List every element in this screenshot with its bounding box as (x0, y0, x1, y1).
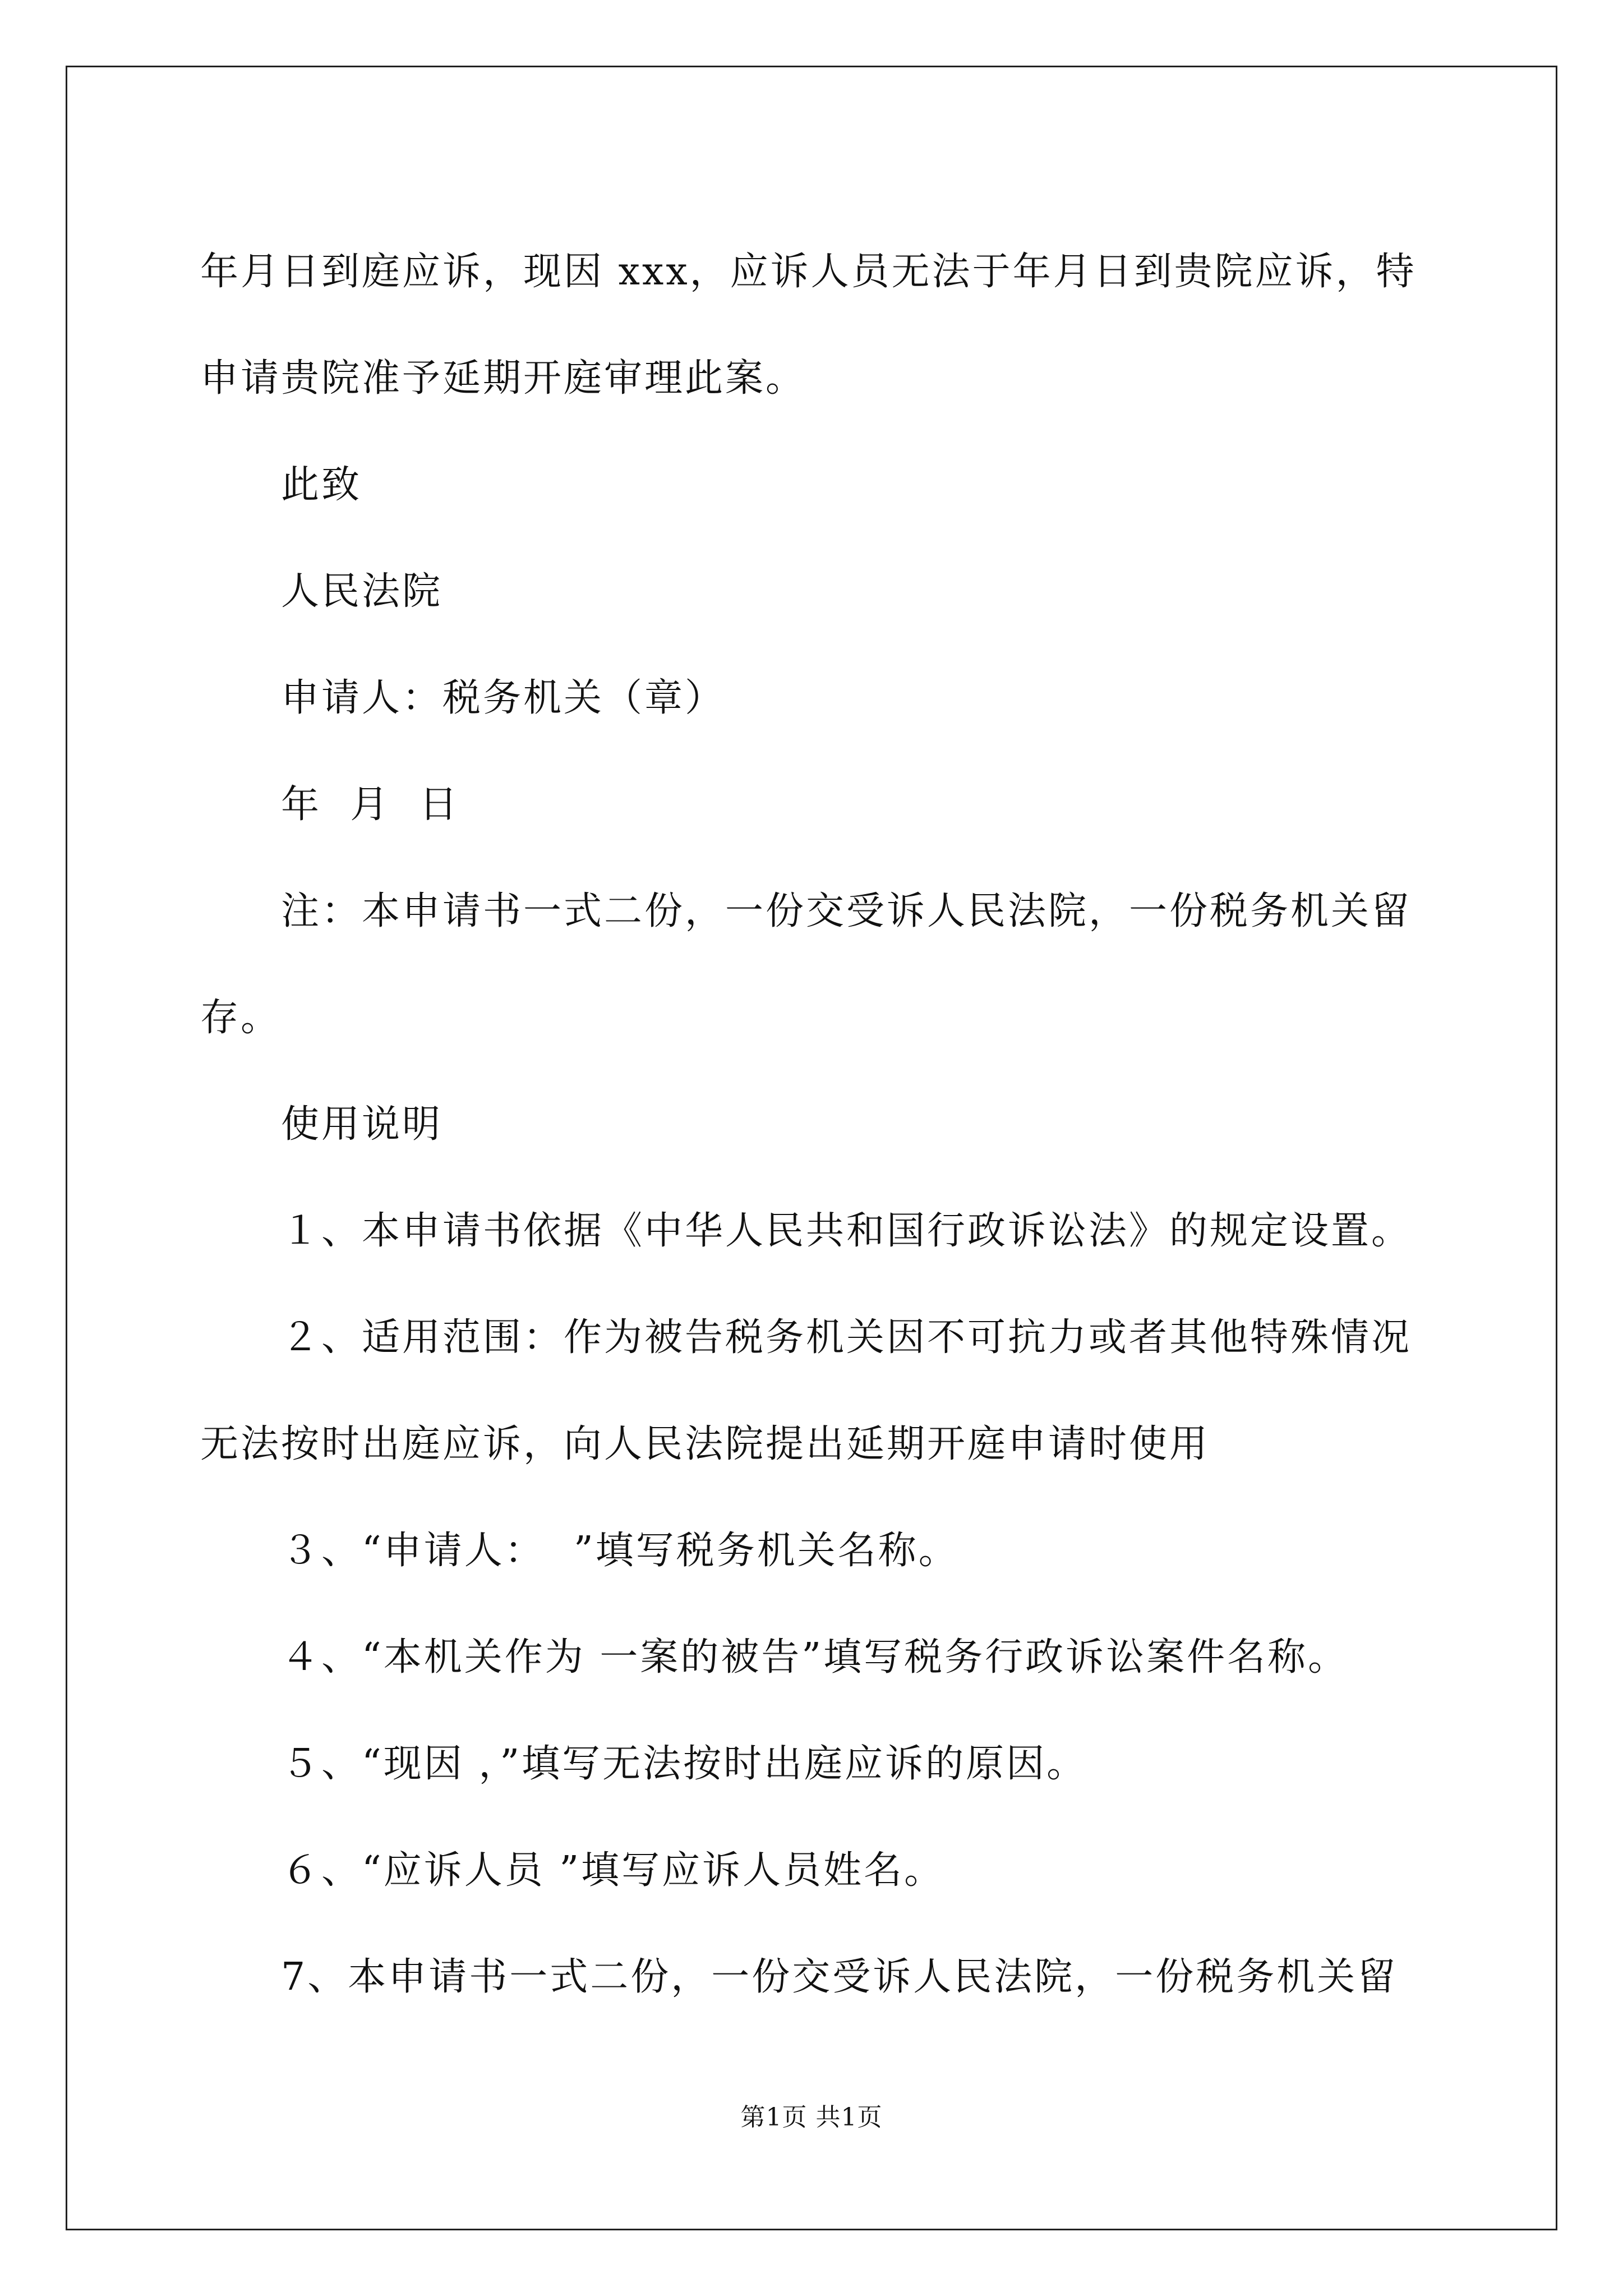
usage-item-7: 7、本申请书一式二份，一份交受诉人民法院，一份税务机关留 (281, 1955, 1398, 1999)
document-body (200, 219, 1434, 2031)
salutation-line: 此致 (281, 463, 362, 507)
usage-item-3: ３、“申请人： ”填写税务机关名称。 (281, 1529, 959, 1573)
usage-item-2-line-2: 无法按时出庭应诉，向人民法院提出延期开庭申请时使用 (200, 1422, 1210, 1466)
page-footer: 第1页 共1页 (740, 2103, 883, 2132)
recipient-court: 人民法院 (281, 569, 443, 614)
applicant-line: 申请人：税务机关（章） (281, 676, 726, 720)
usage-item-6: ６、“应诉人员 ”填写应诉人员姓名。 (281, 1848, 945, 1893)
usage-item-1: １、本申请书依据《中华人民共和国行政诉讼法》的规定设置。 (281, 1209, 1412, 1253)
note-line-1: 注：本申请书一式二份，一份交受诉人民法院，一份税务机关留 (281, 889, 1412, 933)
usage-heading: 使用说明 (281, 1102, 443, 1147)
body-line-2: 申请贵院准予延期开庭审理此案。 (200, 356, 806, 401)
usage-item-4: ４、“本机关作为 一案的被告”填写税务行政诉讼案件名称。 (281, 1635, 1349, 1680)
usage-item-2-line-1: ２、适用范围：作为被告税务机关因不可抗力或者其他特殊情况 (281, 1315, 1412, 1360)
date-line: 年 月 日 (281, 783, 460, 827)
note-line-2: 存。 (200, 996, 282, 1040)
body-line-1: 年月日到庭应诉，现因 xxx，应诉人员无法于年月日到贵院应诉，特 (200, 250, 1417, 294)
usage-item-5: ５、“现因 ，”填写无法按时出庭应诉的原因。 (281, 1742, 1087, 1786)
